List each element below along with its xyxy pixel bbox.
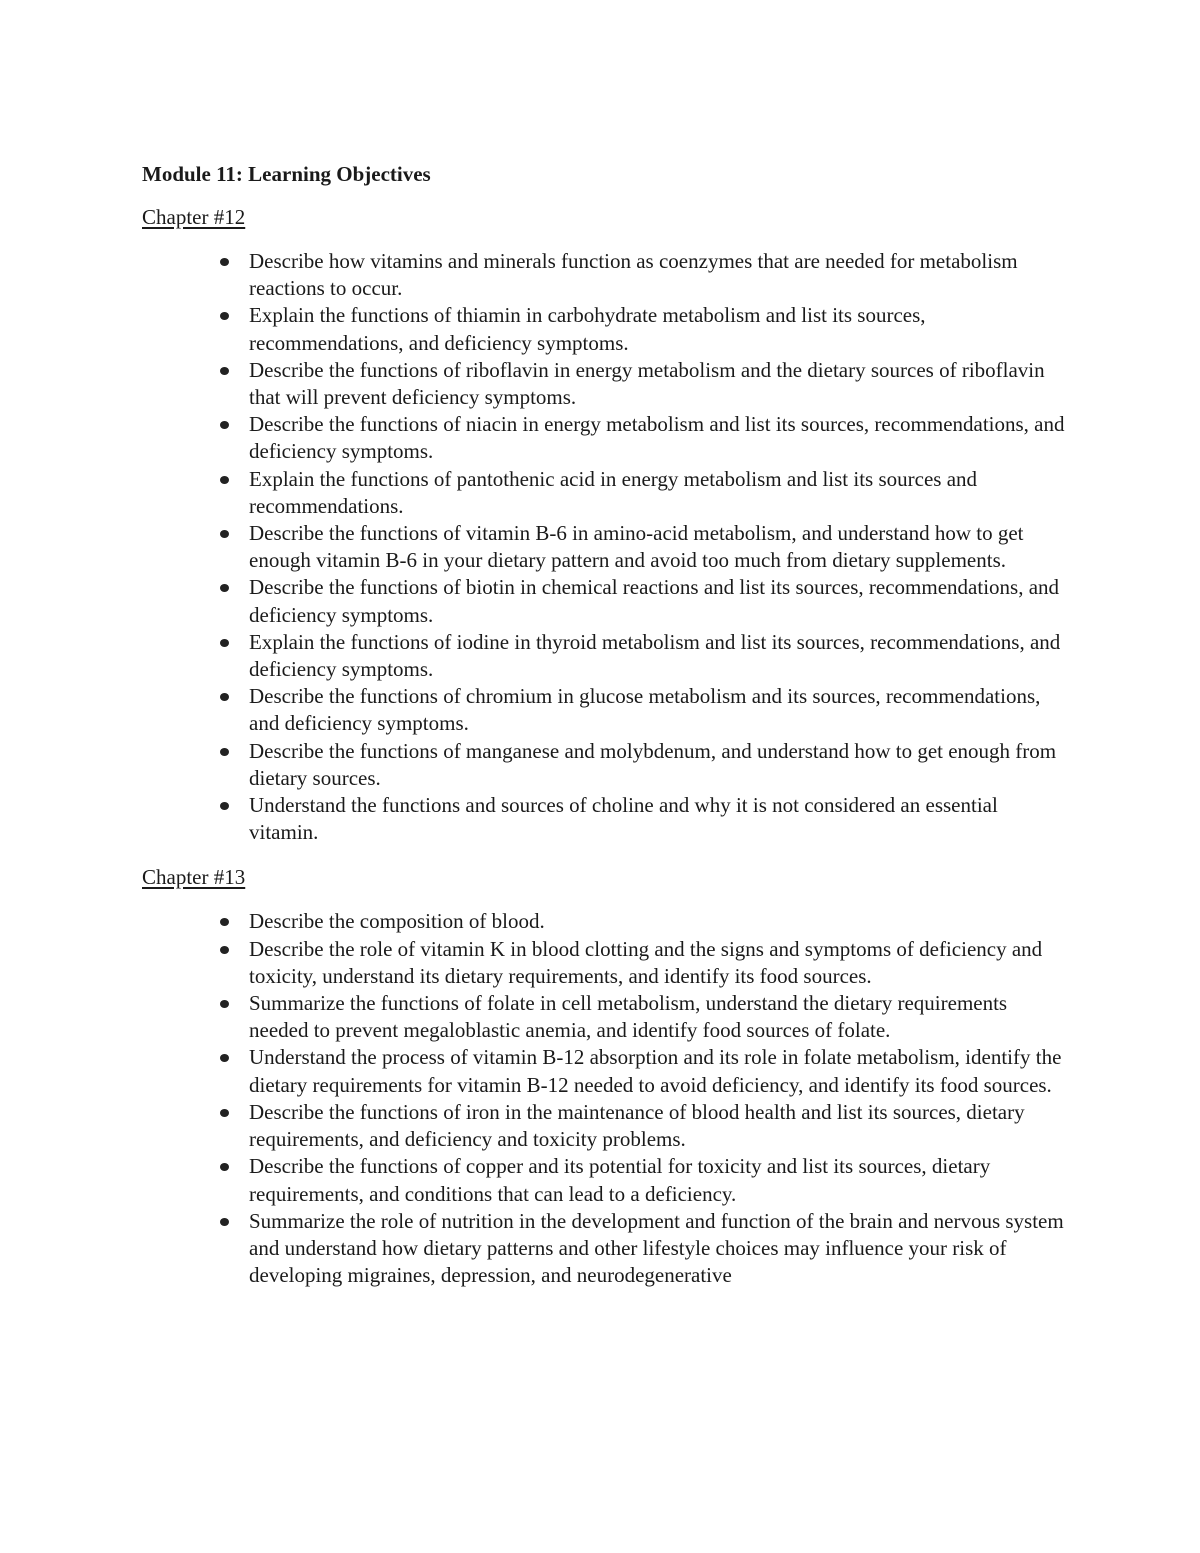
bullet-icon — [220, 748, 229, 756]
bullet-icon — [220, 1054, 229, 1062]
list-item — [142, 1208, 1069, 1290]
list-item — [142, 357, 1069, 411]
bullet-icon — [220, 476, 229, 484]
list-item — [142, 936, 1069, 990]
bullet-icon — [220, 312, 229, 320]
list-item — [142, 738, 1069, 792]
bullet-icon — [220, 1000, 229, 1008]
objective-text: Understand the process of vitamin B-12 absorption and its role in folate metabolism, identify the dietary requirements for vitamin B-12 needed to avoid deficiency, and identify its food sources. — [249, 1045, 1062, 1097]
bullet-icon — [220, 258, 229, 266]
objective-text: Understand the functions and sources of choline and why it is not considered an essential vitamin. — [249, 793, 998, 845]
chapter-heading: Chapter #13 — [142, 865, 246, 890]
bullet-icon — [220, 802, 229, 810]
bullet-icon — [220, 639, 229, 647]
list-item — [142, 1044, 1069, 1098]
objective-text: Describe the functions of riboflavin in energy metabolism and the dietary sources of riboflavin that will prevent deficiency symptoms. — [249, 357, 1045, 410]
list-item — [142, 990, 1069, 1044]
objective-text: Describe the functions of chromium in glucose metabolism and its sources, recommendations, and deficiency symptoms. — [249, 684, 1041, 736]
bullet-icon — [220, 1109, 229, 1117]
objective-text: Describe the functions of vitamin B-6 in amino-acid metabolism, and understand how to get enough vitamin B-6 in your dietary pattern and avoid too much from dietary supplements. — [249, 521, 1024, 573]
list-item — [142, 1099, 1069, 1153]
list-item — [142, 466, 1069, 520]
bullet-icon — [220, 918, 229, 926]
bullet-icon — [220, 421, 229, 429]
list-item — [142, 1153, 1069, 1207]
document-page — [142, 160, 1072, 1306]
objective-text: Explain the functions of pantothenic acid in energy metabolism and list its sources and recommendations. — [249, 466, 978, 518]
chapter-13-section — [142, 863, 1072, 1289]
objective-text: Explain the functions of thiamin in carbohydrate metabolism and list its sources, recommendations, and deficiency symptoms. — [249, 303, 926, 355]
bullet-icon — [220, 693, 229, 701]
bullet-icon — [220, 584, 229, 592]
objective-text: Summarize the role of nutrition in the development and function of the brain and nervous system and understand how dietary patterns and other lifestyle choices may influence your risk of developing migraines, depression, and neurodegenerative — [249, 1208, 1064, 1288]
bullet-icon — [220, 530, 229, 538]
objectives-list — [142, 248, 1072, 846]
chapter-heading: Chapter #12 — [142, 205, 246, 229]
objective-text: Describe how vitamins and minerals function as coenzymes that are needed for metabolism reactions to occur. — [249, 249, 1018, 301]
list-item — [142, 574, 1069, 628]
list-item — [142, 248, 1069, 302]
chapter-12-section — [142, 203, 1072, 846]
list-item — [142, 411, 1069, 465]
objective-text: Describe the functions of biotin in chemical reactions and list its sources, recommendations, and deficiency symptoms. — [249, 575, 1060, 627]
bullet-icon — [220, 1218, 229, 1226]
objective-text: Describe the functions of iron in the maintenance of blood health and list its sources, dietary requirements, and deficiency and toxicity problems. — [249, 1099, 1025, 1152]
objectives-list — [142, 908, 1072, 1289]
objective-text: Explain the functions of iodine in thyroid metabolism and list its sources, recommendations, and deficiency symptoms. — [249, 629, 1061, 682]
bullet-icon — [220, 367, 229, 375]
objective-text: Describe the functions of niacin in energy metabolism and list its sources, recommendations, and deficiency symptoms. — [249, 412, 1065, 464]
document-title: Module 11: Learning Objectives — [142, 162, 431, 186]
list-item — [142, 629, 1069, 683]
list-item — [142, 792, 1069, 846]
objective-text: Describe the role of vitamin K in blood clotting and the signs and symptoms of deficiency and toxicity, understand its dietary requirements, and identify its food sources. — [249, 936, 1043, 988]
objective-text: Summarize the functions of folate in cell metabolism, understand the dietary requirements needed to prevent megaloblastic anemia, and identify food sources of folate. — [249, 991, 1008, 1043]
objective-text: Describe the functions of manganese and molybdenum, and understand how to get enough from dietary sources. — [249, 738, 1057, 790]
list-item — [142, 908, 1069, 935]
objective-text: Describe the composition of blood. — [249, 909, 545, 934]
list-item — [142, 520, 1069, 574]
list-item — [142, 302, 1069, 356]
bullet-icon — [220, 1163, 229, 1171]
bullet-icon — [220, 946, 229, 954]
objective-text: Describe the functions of copper and its potential for toxicity and list its sources, dietary requirements, and conditions that can lead to a deficiency. — [249, 1154, 991, 1206]
list-item — [142, 683, 1069, 737]
